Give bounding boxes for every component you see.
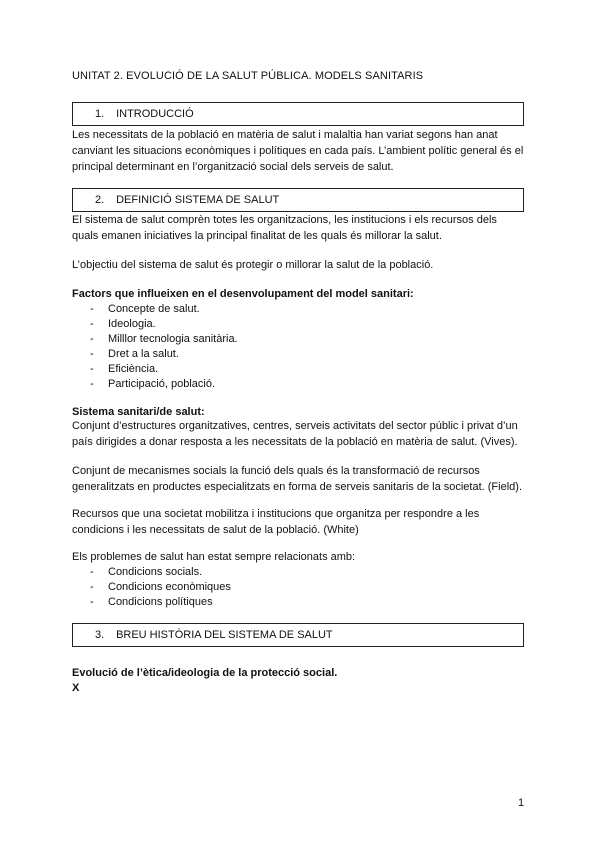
list-item: - Milllor tecnologia sanitària. xyxy=(90,333,238,345)
list-item: - Dret a la salut. xyxy=(90,348,179,360)
system-definition-field xyxy=(72,463,532,495)
section-number: 2. xyxy=(95,194,105,206)
list-item: - Eficiència. xyxy=(90,363,159,375)
factors-list xyxy=(72,302,238,392)
text-line: principal determinant en l’organització social dels serveis de salut. xyxy=(72,161,394,173)
text-line: El sistema de salut comprèn totes les organitzacions, les institucions i els recursos dels xyxy=(72,214,497,226)
section-title: INTRODUCCIÓ xyxy=(116,108,194,120)
section-header-historia xyxy=(72,623,524,647)
section-number: 3. xyxy=(95,629,105,641)
text-line: Conjunt de mecanismes socials la funció dels quals és la transformació de recursos xyxy=(72,465,480,477)
definition-paragraph xyxy=(72,212,532,244)
x-mark: X xyxy=(72,682,80,694)
list-item: - Condicions polítiques xyxy=(90,596,213,608)
list-item: - Condicions econòmiques xyxy=(90,581,231,593)
section-title: DEFINICIÓ SISTEMA DE SALUT xyxy=(116,194,280,206)
system-heading: Sistema sanitari/de salut: xyxy=(72,406,205,418)
intro-paragraph xyxy=(72,127,532,175)
text-line: quals emanen iniciatives la principal finalitat de les quals és millorar la salut. xyxy=(72,230,442,242)
list-item: - Ideologia. xyxy=(90,318,156,330)
document-title: UNITAT 2. EVOLUCIÓ DE LA SALUT PÚBLICA. MODELS SANITARIS xyxy=(72,70,424,82)
conditions-list xyxy=(72,565,231,610)
section-header-definicio xyxy=(72,188,524,212)
page-number: 1 xyxy=(518,797,525,809)
section-header-introduccio xyxy=(72,102,524,126)
objective-paragraph: L’objectiu del sistema de salut és protegir o millorar la salut de la població. xyxy=(72,259,434,271)
text-line: Recursos que una societat mobilitza i institucions que organitza per respondre a les xyxy=(72,508,480,520)
system-definition-vives xyxy=(72,418,532,450)
problems-intro: Els problemes de salut han estat sempre relacionats amb: xyxy=(72,551,356,563)
factors-heading: Factors que influeixen en el desenvolupament del model sanitari: xyxy=(72,288,414,300)
text-line: generalitzats en productes especialitzats en forma de serveis sanitaris de la societat. (Field). xyxy=(72,481,522,493)
list-item: - Concepte de salut. xyxy=(90,303,200,315)
text-line: canviant les situacions econòmiques i polítiques en cada país. L’ambient polític general és el xyxy=(72,145,524,157)
list-item: - Participació, població. xyxy=(90,378,216,390)
section-title: BREU HISTÒRIA DEL SISTEMA DE SALUT xyxy=(116,629,333,641)
list-item: - Condicions socials. xyxy=(90,566,203,578)
text-line: país dirigides a donar resposta a les necessitats de la població en matèria de salut. (Vives). xyxy=(72,436,518,448)
text-line: Les necessitats de la població en matèria de salut i malaltia han variat segons han anat xyxy=(72,129,498,141)
section-number: 1. xyxy=(95,108,105,120)
text-line: Conjunt d’estructures organitzatives, centres, serveis activitats del sector públic i privat d’un xyxy=(72,420,518,432)
system-definition-white xyxy=(72,506,532,538)
text-line: condicions i les necessitats de salut de la població. (White) xyxy=(72,524,359,536)
evolution-heading: Evolució de l’ètica/ideologia de la protecció social. xyxy=(72,667,338,679)
